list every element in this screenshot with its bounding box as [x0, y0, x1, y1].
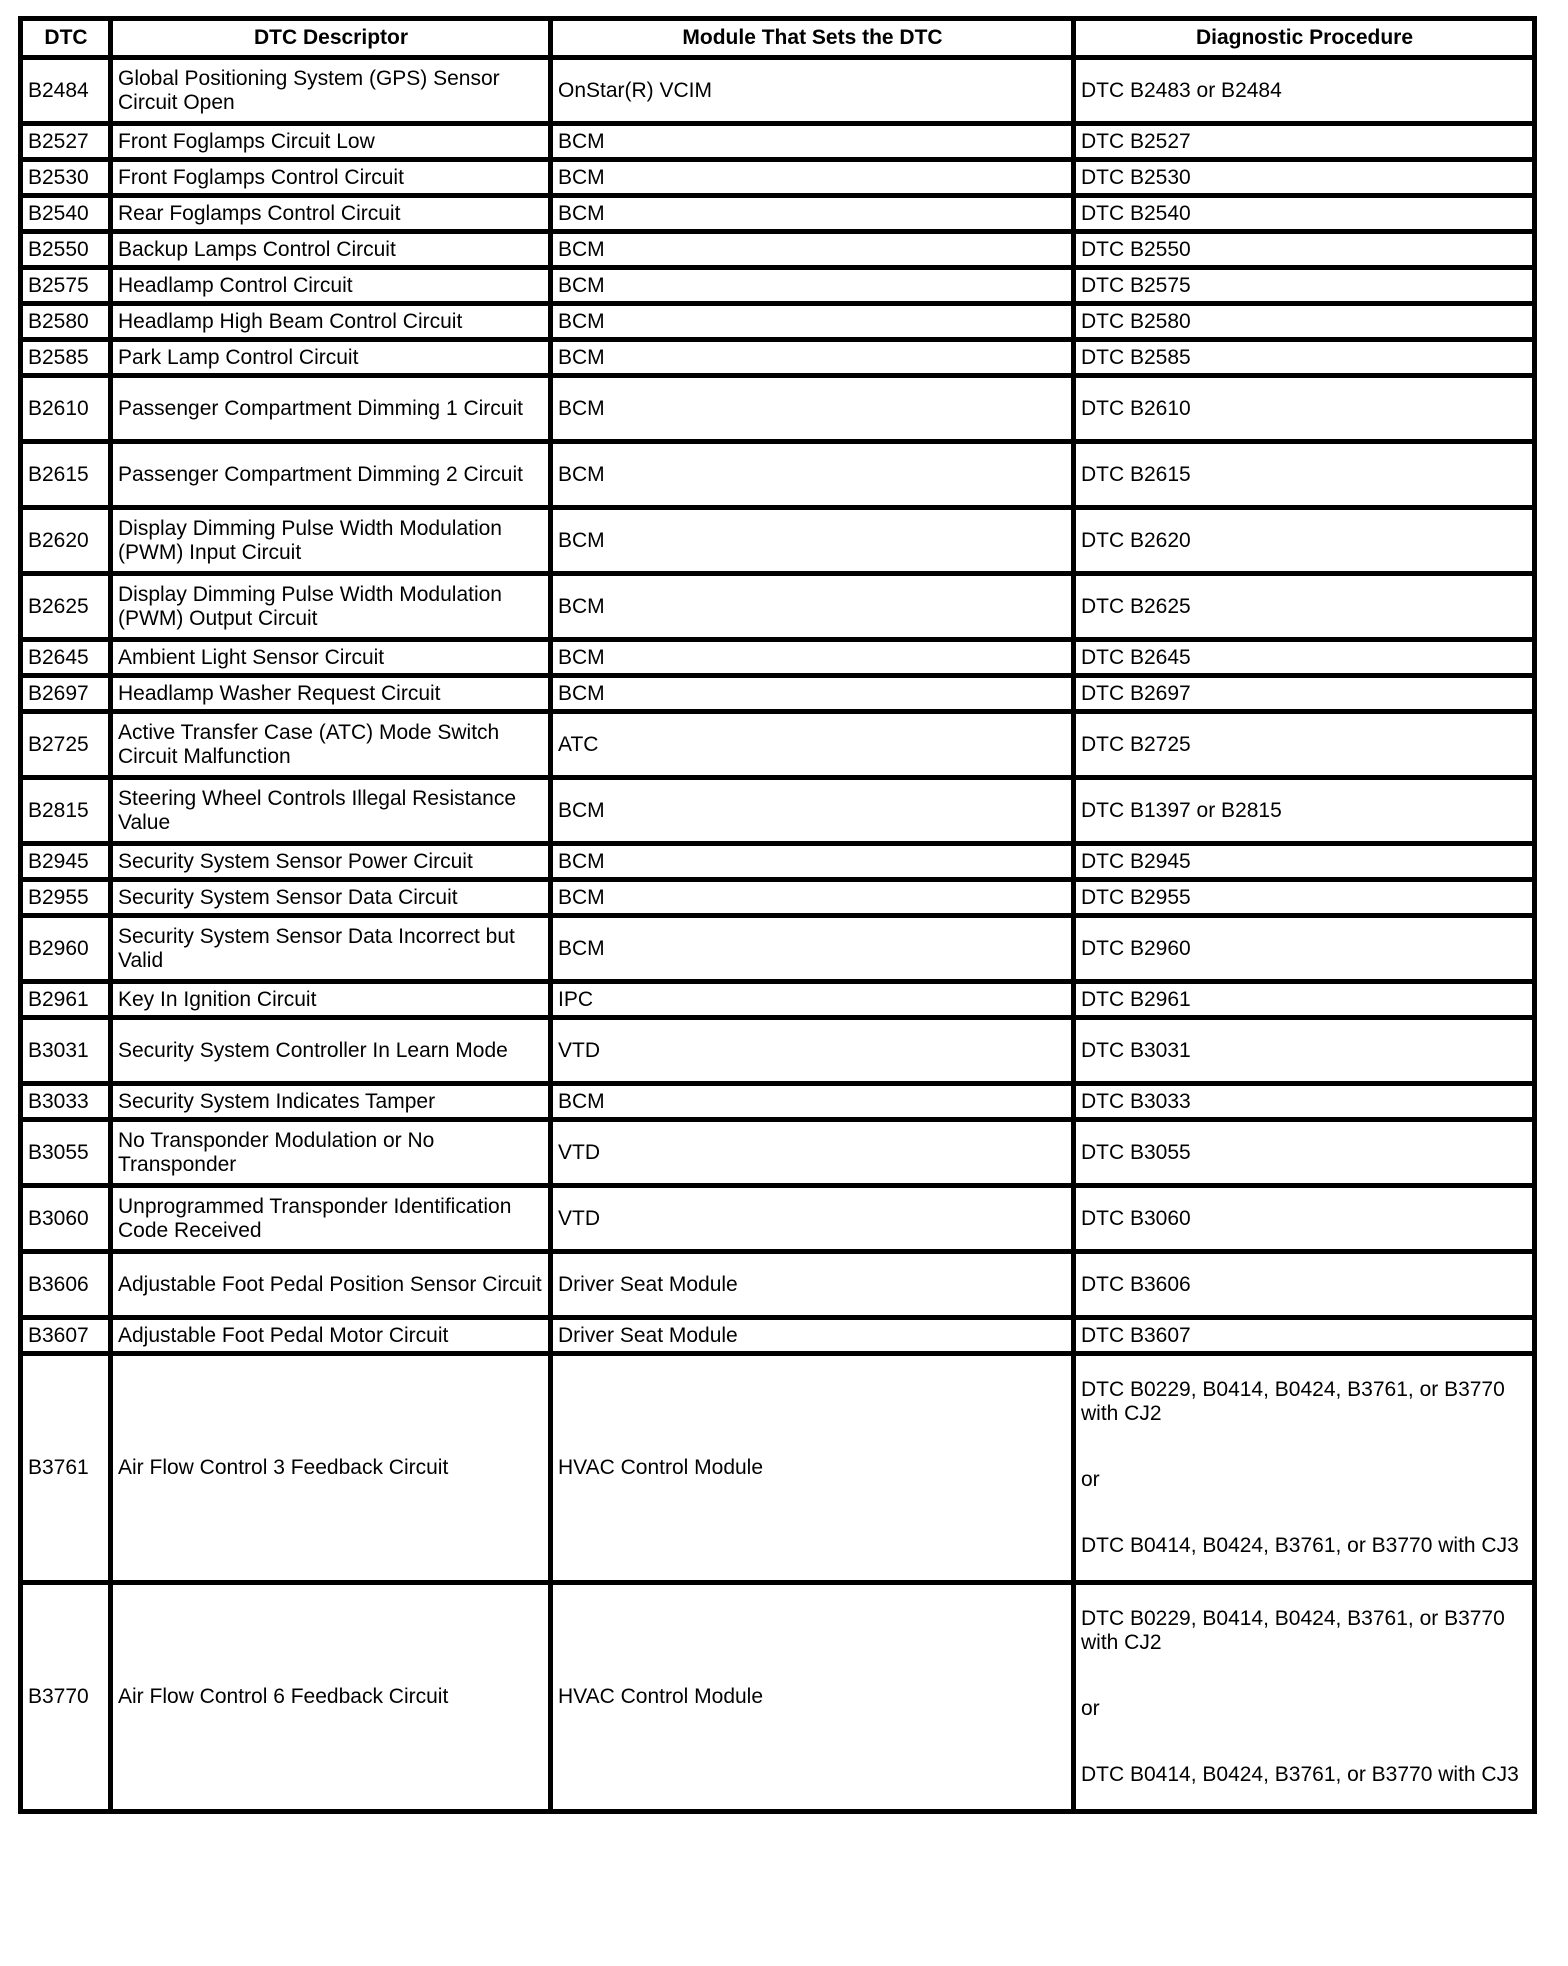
- procedure-link: DTC B2960: [1081, 936, 1191, 960]
- module-cell: BCM: [551, 268, 1074, 304]
- table-header-row: [21, 19, 1535, 58]
- table-row: [21, 1084, 1535, 1120]
- diagnostic-procedure-cell: [1074, 442, 1535, 508]
- dtc-descriptor-cell: Display Dimming Pulse Width Modulation (PWM) Input Circuit: [111, 508, 551, 574]
- diagnostic-procedure-cell: [1074, 982, 1535, 1018]
- dtc-code-cell: B2960: [21, 916, 111, 982]
- module-cell: Driver Seat Module: [551, 1318, 1074, 1354]
- header-descriptor: DTC Descriptor: [111, 19, 551, 58]
- dtc-descriptor-cell: Park Lamp Control Circuit: [111, 340, 551, 376]
- diagnostic-procedure-cell: [1074, 376, 1535, 442]
- dtc-descriptor-cell: Security System Controller In Learn Mode: [111, 1018, 551, 1084]
- module-cell: BCM: [551, 196, 1074, 232]
- table-row: [21, 340, 1535, 376]
- table-body: [21, 58, 1535, 1812]
- dtc-descriptor-cell: Active Transfer Case (ATC) Mode Switch Circuit Malfunction: [111, 712, 551, 778]
- dtc-descriptor-cell: Ambient Light Sensor Circuit: [111, 640, 551, 676]
- dtc-code-cell: B3606: [21, 1252, 111, 1318]
- dtc-descriptor-cell: Unprogrammed Transponder Identification Code Received: [111, 1186, 551, 1252]
- table-row: [21, 574, 1535, 640]
- procedure-link: or: [1081, 1697, 1100, 1720]
- dtc-code-cell: B3055: [21, 1120, 111, 1186]
- table-row: [21, 1354, 1535, 1583]
- module-cell: BCM: [551, 778, 1074, 844]
- module-cell: Driver Seat Module: [551, 1252, 1074, 1318]
- procedure-link: DTC B2575: [1081, 273, 1191, 297]
- module-cell: BCM: [551, 442, 1074, 508]
- procedure-link: DTC B3033: [1081, 1089, 1191, 1113]
- diagnostic-procedure-cell: [1074, 232, 1535, 268]
- module-cell: BCM: [551, 880, 1074, 916]
- table-row: [21, 196, 1535, 232]
- table-row: [21, 1186, 1535, 1252]
- dtc-code-cell: B2620: [21, 508, 111, 574]
- procedure-link: DTC B0229, B0414, B0424, B3761, or B3770 with CJ2: [1081, 1607, 1505, 1654]
- module-cell: BCM: [551, 160, 1074, 196]
- procedure-link: DTC B3055: [1081, 1140, 1191, 1164]
- procedure-spacer: [1081, 1721, 1528, 1763]
- diagnostic-procedure-cell: [1074, 916, 1535, 982]
- diagnostic-procedure-cell: [1074, 676, 1535, 712]
- diagnostic-procedure-cell: [1074, 124, 1535, 160]
- table-row: [21, 778, 1535, 844]
- dtc-code-cell: B2527: [21, 124, 111, 160]
- procedure-link: DTC B3031: [1081, 1038, 1191, 1062]
- procedure-link: DTC B2961: [1081, 987, 1191, 1011]
- procedure-spacer: [1081, 1655, 1528, 1697]
- dtc-descriptor-cell: Security System Sensor Data Incorrect but Valid: [111, 916, 551, 982]
- dtc-code-cell: B2625: [21, 574, 111, 640]
- diagnostic-procedure-cell: [1074, 1252, 1535, 1318]
- module-cell: BCM: [551, 640, 1074, 676]
- dtc-descriptor-cell: Security System Indicates Tamper: [111, 1084, 551, 1120]
- table-row: [21, 58, 1535, 124]
- diagnostic-procedure-cell: [1074, 508, 1535, 574]
- procedure-link: DTC B2527: [1081, 129, 1191, 153]
- table-row: [21, 1318, 1535, 1354]
- dtc-code-cell: B2697: [21, 676, 111, 712]
- dtc-descriptor-cell: No Transponder Modulation or No Transponder: [111, 1120, 551, 1186]
- diagnostic-procedure-cell: [1074, 196, 1535, 232]
- module-cell: VTD: [551, 1120, 1074, 1186]
- diagnostic-procedure-cell: [1074, 268, 1535, 304]
- procedure-link: DTC B3606: [1081, 1272, 1191, 1296]
- procedure-link: DTC B2580: [1081, 309, 1191, 333]
- procedure-link: DTC B2625: [1081, 594, 1191, 618]
- module-cell: BCM: [551, 232, 1074, 268]
- dtc-code-cell: B3761: [21, 1354, 111, 1583]
- dtc-descriptor-cell: Air Flow Control 6 Feedback Circuit: [111, 1583, 551, 1812]
- diagnostic-procedure-cell: [1074, 574, 1535, 640]
- dtc-code-cell: B2955: [21, 880, 111, 916]
- dtc-code-cell: B3060: [21, 1186, 111, 1252]
- diagnostic-procedure-cell: [1074, 880, 1535, 916]
- diagnostic-procedure-cell: [1074, 160, 1535, 196]
- dtc-code-cell: B3607: [21, 1318, 111, 1354]
- dtc-descriptor-cell: Passenger Compartment Dimming 1 Circuit: [111, 376, 551, 442]
- module-cell: VTD: [551, 1018, 1074, 1084]
- diagnostic-procedure-cell: [1074, 844, 1535, 880]
- table-row: [21, 712, 1535, 778]
- table-row: [21, 160, 1535, 196]
- table-row: [21, 844, 1535, 880]
- procedure-link: DTC B0414, B0424, B3761, or B3770 with CJ3: [1081, 1763, 1519, 1786]
- table-row: [21, 640, 1535, 676]
- diagnostic-procedure-cell: [1074, 1084, 1535, 1120]
- module-cell: VTD: [551, 1186, 1074, 1252]
- procedure-link: DTC B2550: [1081, 237, 1191, 261]
- module-cell: HVAC Control Module: [551, 1583, 1074, 1812]
- table-row: [21, 268, 1535, 304]
- dtc-descriptor-cell: Security System Sensor Power Circuit: [111, 844, 551, 880]
- dtc-descriptor-cell: Front Foglamps Circuit Low: [111, 124, 551, 160]
- table-row: [21, 124, 1535, 160]
- procedure-link: DTC B0414, B0424, B3761, or B3770 with CJ3: [1081, 1534, 1519, 1557]
- dtc-descriptor-cell: Global Positioning System (GPS) Sensor Circuit Open: [111, 58, 551, 124]
- module-cell: BCM: [551, 340, 1074, 376]
- dtc-descriptor-cell: Adjustable Foot Pedal Position Sensor Circuit: [111, 1252, 551, 1318]
- dtc-descriptor-cell: Rear Foglamps Control Circuit: [111, 196, 551, 232]
- procedure-link: DTC B3607: [1081, 1323, 1191, 1347]
- diagnostic-procedure-cell: [1074, 778, 1535, 844]
- module-cell: BCM: [551, 376, 1074, 442]
- procedure-link: DTC B2697: [1081, 681, 1191, 705]
- diagnostic-procedure-cell: [1074, 640, 1535, 676]
- module-cell: BCM: [551, 1084, 1074, 1120]
- dtc-code-cell: B2945: [21, 844, 111, 880]
- module-cell: BCM: [551, 574, 1074, 640]
- dtc-table: [18, 16, 1537, 1814]
- module-cell: HVAC Control Module: [551, 1354, 1074, 1583]
- table-row: [21, 376, 1535, 442]
- table-row: [21, 880, 1535, 916]
- dtc-code-cell: B3031: [21, 1018, 111, 1084]
- module-cell: BCM: [551, 844, 1074, 880]
- dtc-descriptor-cell: Headlamp High Beam Control Circuit: [111, 304, 551, 340]
- dtc-code-cell: B2580: [21, 304, 111, 340]
- dtc-code-cell: B2610: [21, 376, 111, 442]
- procedure-spacer: [1081, 1426, 1528, 1468]
- diagnostic-procedure-cell: [1074, 58, 1535, 124]
- dtc-code-cell: B2550: [21, 232, 111, 268]
- dtc-descriptor-cell: Backup Lamps Control Circuit: [111, 232, 551, 268]
- dtc-code-cell: B2575: [21, 268, 111, 304]
- diagnostic-procedure-cell: [1074, 304, 1535, 340]
- table-row: [21, 232, 1535, 268]
- procedure-link: DTC B1397 or B2815: [1081, 798, 1282, 822]
- table-row: [21, 1252, 1535, 1318]
- dtc-descriptor-cell: Security System Sensor Data Circuit: [111, 880, 551, 916]
- dtc-descriptor-cell: Steering Wheel Controls Illegal Resistance Value: [111, 778, 551, 844]
- procedure-link: DTC B2540: [1081, 201, 1191, 225]
- procedure-link: DTC B2610: [1081, 396, 1191, 420]
- diagnostic-procedure-cell: [1074, 340, 1535, 376]
- dtc-code-cell: B2961: [21, 982, 111, 1018]
- module-cell: BCM: [551, 508, 1074, 574]
- table-row: [21, 508, 1535, 574]
- module-cell: BCM: [551, 124, 1074, 160]
- dtc-descriptor-cell: Passenger Compartment Dimming 2 Circuit: [111, 442, 551, 508]
- procedure-link: or: [1081, 1468, 1100, 1491]
- procedure-link: DTC B2530: [1081, 165, 1191, 189]
- procedure-link: DTC B2483 or B2484: [1081, 78, 1282, 102]
- procedure-link: DTC B3060: [1081, 1206, 1191, 1230]
- dtc-descriptor-cell: Air Flow Control 3 Feedback Circuit: [111, 1354, 551, 1583]
- header-module: Module That Sets the DTC: [551, 19, 1074, 58]
- procedure-spacer: [1081, 1492, 1528, 1534]
- table-row: [21, 1120, 1535, 1186]
- diagnostic-procedure-cell: [1074, 1318, 1535, 1354]
- table-row: [21, 1018, 1535, 1084]
- header-procedure: Diagnostic Procedure: [1074, 19, 1535, 58]
- dtc-descriptor-cell: Front Foglamps Control Circuit: [111, 160, 551, 196]
- table-row: [21, 1583, 1535, 1812]
- header-dtc: DTC: [21, 19, 111, 58]
- dtc-descriptor-cell: Adjustable Foot Pedal Motor Circuit: [111, 1318, 551, 1354]
- diagnostic-procedure-cell: [1074, 1354, 1535, 1583]
- procedure-link: DTC B2615: [1081, 462, 1191, 486]
- diagnostic-procedure-cell: [1074, 1018, 1535, 1084]
- dtc-descriptor-cell: Key In Ignition Circuit: [111, 982, 551, 1018]
- module-cell: BCM: [551, 916, 1074, 982]
- dtc-code-cell: B2725: [21, 712, 111, 778]
- procedure-link: DTC B0229, B0414, B0424, B3761, or B3770 with CJ2: [1081, 1378, 1505, 1425]
- dtc-code-cell: B2585: [21, 340, 111, 376]
- table-row: [21, 982, 1535, 1018]
- procedure-link: DTC B2620: [1081, 528, 1191, 552]
- module-cell: OnStar(R) VCIM: [551, 58, 1074, 124]
- dtc-code-cell: B2615: [21, 442, 111, 508]
- dtc-descriptor-cell: Display Dimming Pulse Width Modulation (PWM) Output Circuit: [111, 574, 551, 640]
- table-row: [21, 442, 1535, 508]
- procedure-link: DTC B2585: [1081, 345, 1191, 369]
- module-cell: BCM: [551, 304, 1074, 340]
- dtc-code-cell: B3033: [21, 1084, 111, 1120]
- diagnostic-procedure-cell: [1074, 1583, 1535, 1812]
- procedure-link: DTC B2945: [1081, 849, 1191, 873]
- module-cell: ATC: [551, 712, 1074, 778]
- dtc-descriptor-cell: Headlamp Control Circuit: [111, 268, 551, 304]
- table-row: [21, 916, 1535, 982]
- procedure-link: DTC B2955: [1081, 885, 1191, 909]
- dtc-code-cell: B2484: [21, 58, 111, 124]
- dtc-code-cell: B3770: [21, 1583, 111, 1812]
- module-cell: BCM: [551, 676, 1074, 712]
- diagnostic-procedure-cell: [1074, 712, 1535, 778]
- module-cell: IPC: [551, 982, 1074, 1018]
- table-row: [21, 676, 1535, 712]
- diagnostic-procedure-cell: [1074, 1186, 1535, 1252]
- dtc-code-cell: B2815: [21, 778, 111, 844]
- table-row: [21, 304, 1535, 340]
- diagnostic-procedure-cell: [1074, 1120, 1535, 1186]
- dtc-code-cell: B2530: [21, 160, 111, 196]
- dtc-code-cell: B2645: [21, 640, 111, 676]
- procedure-link: DTC B2645: [1081, 645, 1191, 669]
- dtc-descriptor-cell: Headlamp Washer Request Circuit: [111, 676, 551, 712]
- dtc-code-cell: B2540: [21, 196, 111, 232]
- procedure-link: DTC B2725: [1081, 732, 1191, 756]
